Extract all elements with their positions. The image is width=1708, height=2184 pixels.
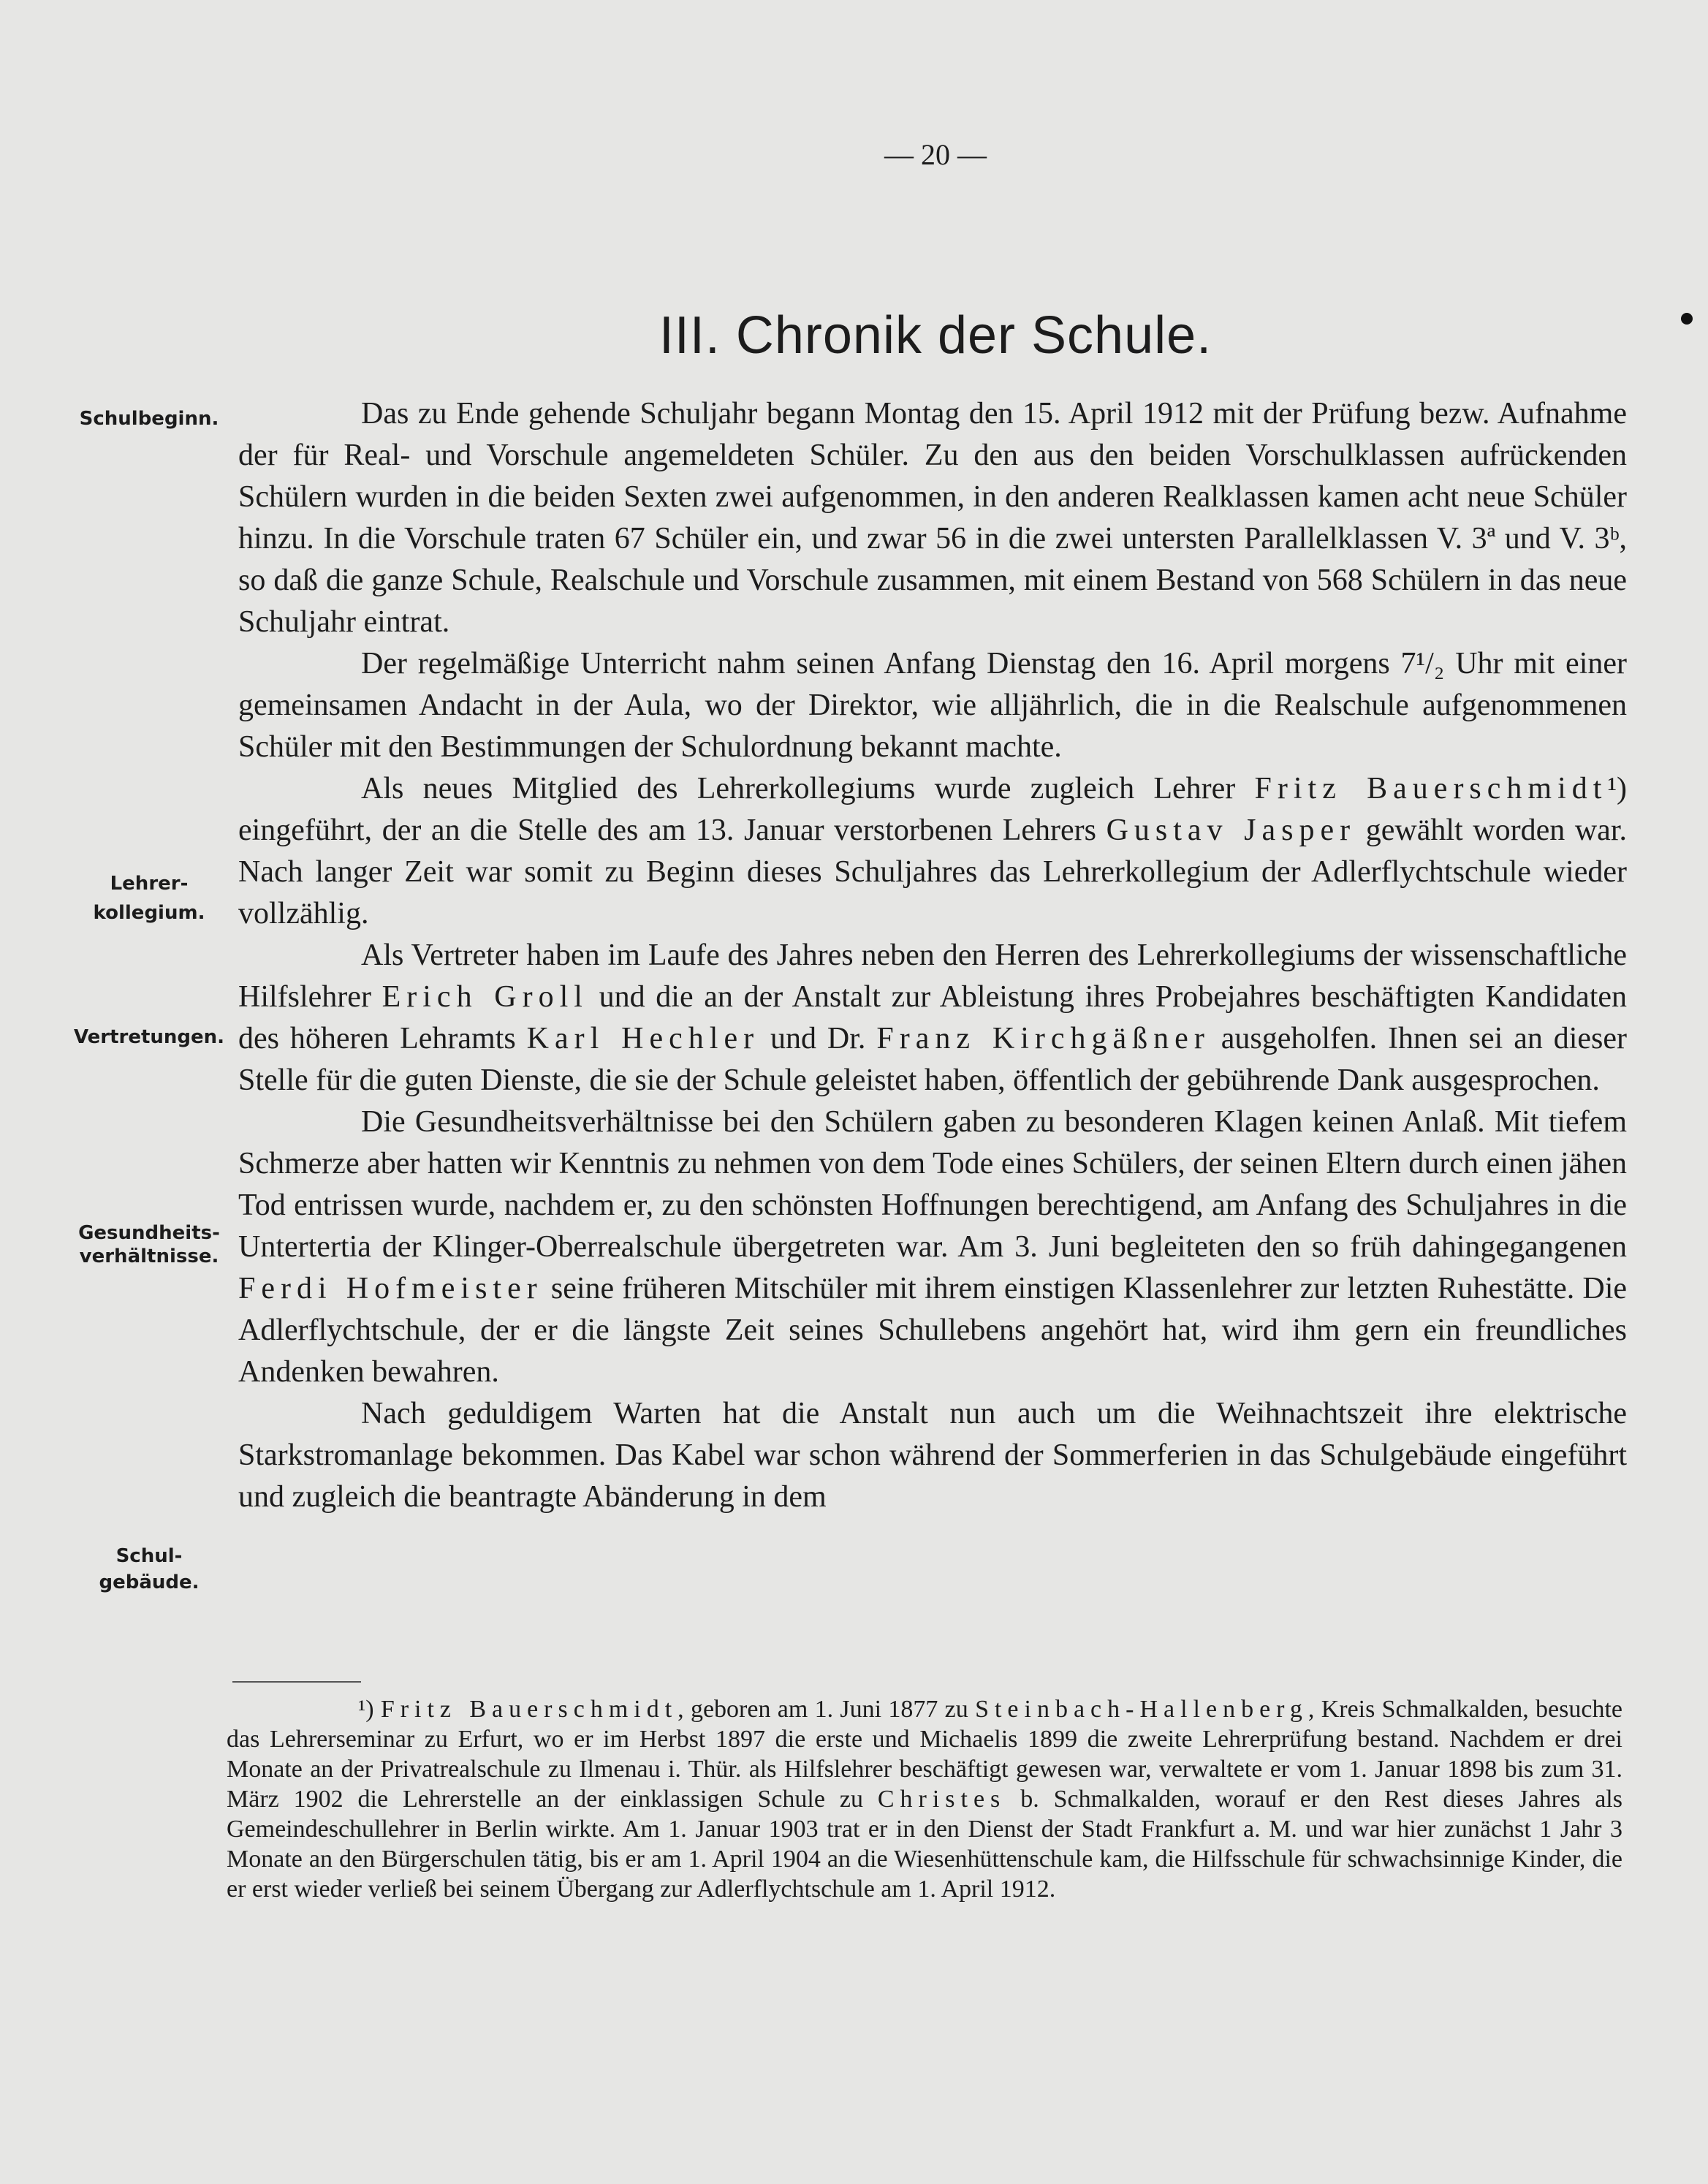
chronicle-body [238,393,1627,1518]
page-title: III. Chronik der Schule. [658,306,1212,365]
paragraph-unterricht: Der regelmäßige Unterricht nahm seinen Anfang Dienstag den 16. April morgens 7¹/₂ Uhr mit einer gemeinsamen Andacht in der Aula, wo der Direktor, wie alljährlich, die in die Realschule aufgenommenen Schüler mit den Bestimmungen der Schulordnung bekannt machte. [238,647,1627,764]
footnote-place-steinbach: Steinbach-Hallenberg [975,1696,1308,1723]
footnote-separator [232,1681,361,1683]
sidenote-lehrerkollegium: Lehrer- kollegium. [93,873,205,924]
footnote-place-christes: Christes [877,1786,1006,1813]
name-ferdi-hofmeister: Ferdi Hofmeister [238,1272,543,1305]
name-erich-groll: Erich Groll [382,980,588,1014]
paragraph-gesundheit: Die Gesundheitsverhältnisse bei den Schülern gaben zu besonderen Klagen keinen Anlaß. Mit tiefem Schmerze aber hatten wir Kenntnis zu nehmen von dem Tode eines Schülers, der seinen Eltern durch einen jähen Tod entrissen wurde, nachdem er, zu den schönsten Hoffnungen berechtigend, am Anfang des Schuljahres in die Untertertia der Klinger-Oberrealschule übergetreten war. Am 3. Juni begleiteten den so früh dahingegangenen Ferdi Hofmeister seine früheren Mitschüler mit ihrem einstigen Klassenlehrer zur letzten Ruhestätte. Die Adlerflychtschule, der er die längste Zeit seines Schullebens angehört hat, wird ihm gern ein freundliches Andenken bewahren. [238,1105,1628,1389]
name-franz-kirchgaessner: Franz Kirchgäßner [876,1022,1210,1055]
name-gustav-jasper: Gustav Jasper [1106,814,1356,847]
speck-mark [1681,313,1693,325]
name-karl-hechler: Karl Hechler [526,1022,760,1055]
sidenote-schulbeginn: Schulbeginn. [79,408,219,430]
sidenote-schulgebaeude: Schul- gebäude. [99,1545,200,1593]
paragraph-lehrerkollegium: Als neues Mitglied des Lehrerkollegiums wurde zugleich Lehrer Fritz Bauerschmidt¹) eingeführt, der an die Stelle des am 13. Januar verstorbenen Lehrers Gustav Jasper gewählt worden war. Nach langer Zeit war somit zu Beginn dieses Schuljahres das Lehrerkollegium der Adlerflychtschule wieder vollzählig. [238,772,1628,930]
page-number: — 20 — [884,138,987,171]
footnote: ¹) Fritz Bauerschmidt, geboren am 1. Juni 1877 zu Steinbach-Hallenberg, Kreis Schmalkalden, besuchte das Lehrerseminar zu Erfurt, wo er im Herbst 1897 die erste und Michaelis 1899 die zweite Lehrerprüfung bestand. Nachdem er drei Monate an der Privatrealschule zu Ilmenau i. Thür. als Hilfslehrer beschäftigt gewesen war, verwaltete er vom 1. Januar 1898 bis zum 31. März 1902 die Lehrerstelle an der einklassigen Schule zu Christes b. Schmalkalden, worauf er den Rest dieses Jahres als Gemeindeschullehrer in Berlin wirkte. Am 1. Januar 1903 trat er in den Dienst der Stadt Frankfurt a. M. und war hier zunächst 1 Jahr 3 Monate an den Bürgerschulen tätig, bis er am 1. April 1904 an die Wiesenhüttenschule kam, die Hilfsschule für schwachsinnige Kinder, die er erst wieder verließ bei seinem Übergang zur Adlerflychtschule am 1. April 1912. [227,1696,1622,1903]
sidenote-gesundheitsverhaeltnisse: Gesundheits- verhältnisse. [78,1222,220,1267]
name-fritz-bauerschmidt: Fritz Bauerschmidt [1254,772,1608,805]
footnote-marker: ¹) [358,1696,374,1723]
paragraph-schulgebaeude: Nach geduldigem Warten hat die Anstalt nun auch um die Weihnachtszeit ihre elektrische Starkstromanlage bekommen. Das Kabel war schon während der Sommerferien in das Schulgebäude eingeführt und zugleich die beantragte Abänderung in dem [238,1397,1627,1514]
sidenote-vertretungen: Vertretungen. [73,1026,225,1048]
paragraph-schulbeginn: Das zu Ende gehende Schuljahr begann Montag den 15. April 1912 mit der Prüfung bezw. Aufnahme der für Real- und Vorschule angemeldeten Schüler. Zu den aus den beiden Vorschulklassen aufrückenden Schülern wurden in die beiden Sexten zwei aufgenommen, in den anderen Realklassen kamen acht neue Schüler hinzu. In die Vorschule traten 67 Schüler ein, und zwar 56 in die zwei untersten Parallelklassen V. 3ª und V. 3ᵇ, so daß die ganze Schule, Realschule und Vorschule zusammen, mit einem Bestand von 568 Schülern in das neue Schuljahr eintrat. [238,397,1627,639]
paragraph-vertretungen: Als Vertreter haben im Laufe des Jahres neben den Herren des Lehrerkollegiums der wissenschaftliche Hilfslehrer Erich Groll und die an der Anstalt zur Ableistung ihres Probejahres beschäftigten Kandidaten des höheren Lehramts Karl Hechler und Dr. Franz Kirchgäßner ausgeholfen. Ihnen sei an dieser Stelle für die guten Dienste, die sie der Schule geleistet haben, öffentlich der gebührende Dank ausgesprochen. [238,939,1628,1097]
footnote-name: Fritz Bauerschmidt [380,1696,678,1723]
